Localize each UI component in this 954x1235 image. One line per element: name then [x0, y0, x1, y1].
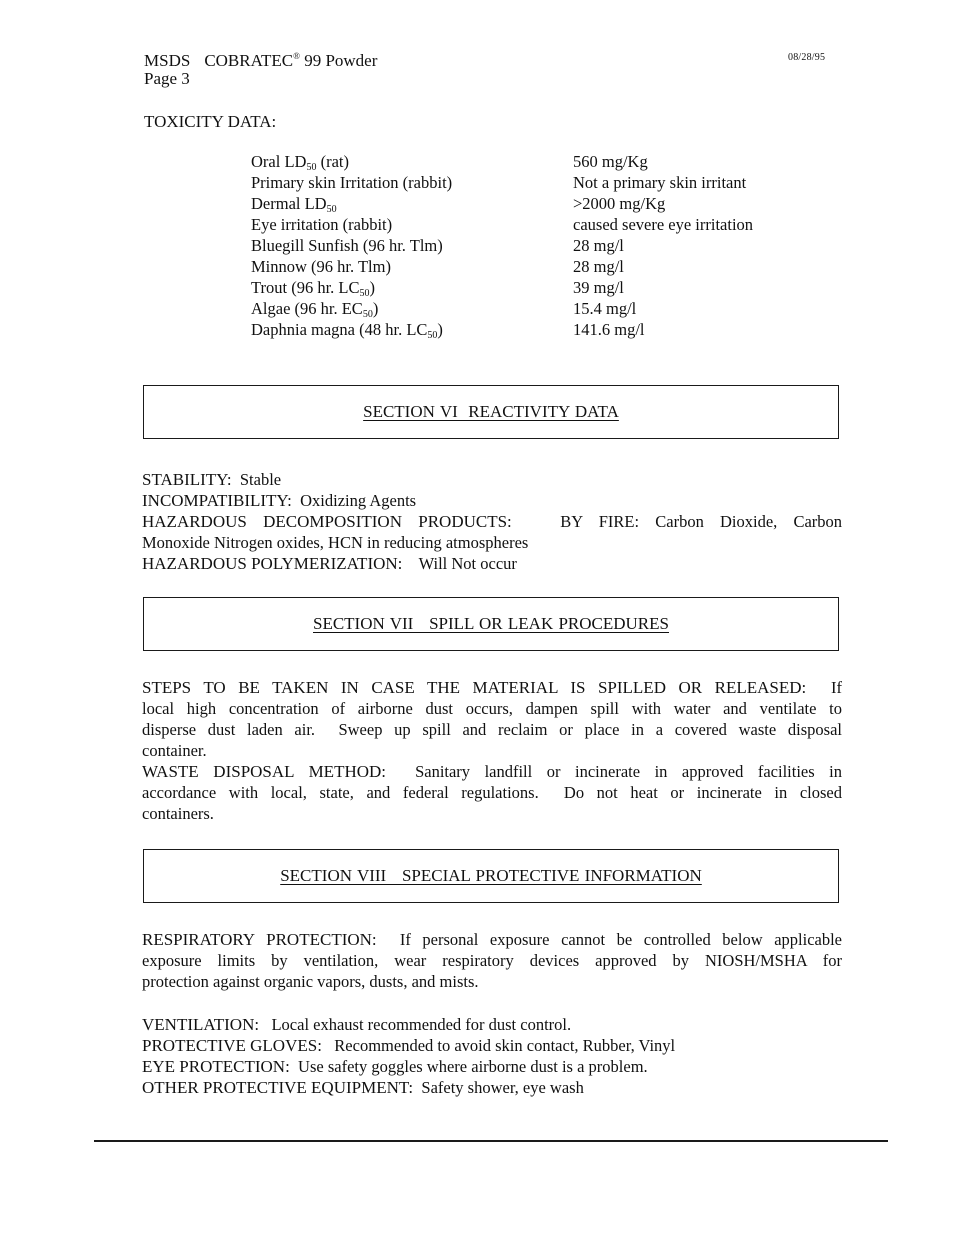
- spill-procedures: [142, 677, 842, 824]
- toxicity-test-name: [251, 256, 573, 277]
- toxicity-row: [251, 319, 791, 340]
- toxicity-row: [251, 214, 791, 235]
- incompatibility-line: [142, 490, 842, 511]
- test-name-text: Bluegill Sunfish (96 hr. Tlm): [251, 236, 443, 255]
- toxicity-result: 141.6 mg/l: [573, 320, 645, 339]
- toxicity-result: >2000 mg/Kg: [573, 194, 666, 213]
- toxicity-test-name: [251, 277, 573, 298]
- gloves-line: [142, 1035, 842, 1056]
- eye-protection-line: [142, 1056, 842, 1077]
- toxicity-test-name: [251, 319, 573, 340]
- resp-line-1: [142, 929, 842, 950]
- steps-value-1: If: [831, 678, 842, 697]
- stability-line: [142, 469, 842, 490]
- test-name-suffix: ): [369, 278, 375, 297]
- eye-protection-label: EYE PROTECTION:: [142, 1057, 290, 1076]
- toxicity-test-name: [251, 298, 573, 319]
- toxicity-row: [251, 277, 791, 298]
- test-name-text: Dermal LD: [251, 194, 327, 213]
- respiratory-protection: [142, 929, 842, 992]
- test-name-subscript: 50: [427, 330, 438, 341]
- ventilation-line: [142, 1014, 842, 1035]
- waste-line-1: [142, 761, 842, 782]
- waste-line-2: accordance with local, state, and federal regulations. Do not heat or incinerate in closed: [142, 783, 842, 802]
- reactivity-data: [142, 469, 842, 574]
- decomposition-line-1: [142, 511, 842, 532]
- eye-protection-value: Use safety goggles where airborne dust is a problem.: [298, 1057, 648, 1076]
- test-name-text: Algae (96 hr. EC: [251, 299, 363, 318]
- footer-rule: [94, 1140, 888, 1142]
- test-name-suffix: ): [372, 299, 379, 318]
- resp-line-3: protection against organic vapors, dusts, and mists.: [142, 972, 479, 991]
- stability-value: Stable: [239, 470, 282, 489]
- toxicity-test-name: [251, 151, 573, 172]
- waste-value-1: Sanitary landfill or incinerate in approved facilities in: [415, 762, 843, 781]
- toxicity-heading: TOXICITY DATA:: [144, 112, 277, 131]
- test-name-text: Eye irritation (rabbit): [251, 215, 393, 234]
- test-name-suffix: ): [437, 320, 443, 339]
- toxicity-result: Not a primary skin irritant: [573, 173, 747, 192]
- test-name-text: Oral LD: [251, 152, 307, 171]
- test-name-text: Daphnia magna (48 hr. LC: [251, 320, 428, 339]
- other-equipment-label: OTHER PROTECTIVE EQUIPMENT:: [142, 1078, 414, 1097]
- ventilation-value: Local exhaust recommended for dust control.: [271, 1015, 572, 1034]
- other-equipment-line: [142, 1077, 842, 1098]
- test-name-subscript: 50: [359, 288, 370, 299]
- steps-line-3: disperse dust laden air. Sweep up spill and reclaim or place in a covered waste disposal: [142, 720, 842, 739]
- toxicity-row: [251, 193, 791, 214]
- test-name-subscript: 50: [306, 162, 317, 173]
- toxicity-result: 560 mg/Kg: [573, 152, 648, 171]
- test-name-subscript: 50: [362, 309, 373, 320]
- toxicity-row: [251, 256, 791, 277]
- resp-line-2: exposure limits by ventilation, wear respiratory devices approved by NIOSH/MSHA for: [142, 951, 842, 970]
- waste-label: WASTE DISPOSAL METHOD:: [142, 762, 387, 781]
- toxicity-test-name: [251, 214, 573, 235]
- toxicity-result: caused severe eye irritation: [573, 215, 754, 234]
- section-viii-title: SECTION VIII SPECIAL PROTECTIVE INFORMATION: [280, 866, 702, 885]
- test-name-text: Trout (96 hr. LC: [251, 278, 360, 297]
- registered-mark: ®: [293, 51, 300, 61]
- toxicity-test-name: [251, 172, 573, 193]
- section-vi-title: SECTION VI REACTIVITY DATA: [363, 402, 619, 421]
- toxicity-row: [251, 172, 791, 193]
- steps-line-1: [142, 677, 842, 698]
- decomposition-label: HAZARDOUS DECOMPOSITION PRODUCTS:: [142, 512, 512, 531]
- test-name-text: Primary skin Irritation (rabbit): [251, 173, 453, 192]
- toxicity-table: [251, 151, 791, 340]
- toxicity-row: [251, 151, 791, 172]
- polymerization-label: HAZARDOUS POLYMERIZATION:: [142, 554, 403, 573]
- stability-label: STABILITY:: [142, 470, 232, 489]
- toxicity-result: 39 mg/l: [573, 278, 624, 297]
- waste-line-3: containers.: [142, 804, 214, 823]
- document-date: 08/28/95: [788, 52, 826, 63]
- toxicity-row: [251, 298, 791, 319]
- product-name: COBRATEC: [204, 51, 294, 70]
- decomposition-value-2: Monoxide Nitrogen oxides, HCN in reducing atmospheres: [142, 533, 529, 552]
- protective-equipment: [142, 1014, 842, 1098]
- section-viii-box: [143, 849, 839, 903]
- steps-label: STEPS TO BE TAKEN IN CASE THE MATERIAL IS SPILLED OR RELEASED:: [142, 678, 807, 697]
- toxicity-result: 28 mg/l: [573, 236, 624, 255]
- gloves-label: PROTECTIVE GLOVES:: [142, 1036, 322, 1055]
- polymerization-line: [142, 553, 842, 574]
- doc-type: MSDS: [144, 51, 191, 70]
- toxicity-result: 28 mg/l: [573, 257, 624, 276]
- resp-label: RESPIRATORY PROTECTION:: [142, 930, 377, 949]
- incompatibility-label: INCOMPATIBILITY:: [142, 491, 292, 510]
- decomposition-value-1: BY FIRE: Carbon Dioxide, Carbon: [560, 512, 843, 531]
- toxicity-test-name: [251, 235, 573, 256]
- incompatibility-value: Oxidizing Agents: [300, 491, 417, 510]
- product-suffix: 99 Powder: [304, 51, 378, 70]
- resp-value-1: If personal exposure cannot be controlled below applicable: [399, 930, 842, 949]
- toxicity-result: 15.4 mg/l: [573, 299, 637, 318]
- steps-line-4: container.: [142, 741, 207, 760]
- test-name-text: Minnow (96 hr. Tlm): [251, 257, 391, 276]
- steps-line-2: local high concentration of airborne dust occurs, dampen spill with water and ventilate to: [142, 699, 842, 718]
- toxicity-row: [251, 235, 791, 256]
- gloves-value: Recommended to avoid skin contact, Rubber, Vinyl: [334, 1036, 676, 1055]
- test-name-suffix: (rat): [316, 152, 349, 171]
- other-equipment-value: Safety shower, eye wash: [421, 1078, 584, 1097]
- section-vii-title: SECTION VII SPILL OR LEAK PROCEDURES: [313, 614, 669, 633]
- test-name-subscript: 50: [326, 204, 337, 215]
- toxicity-test-name: [251, 193, 573, 214]
- polymerization-value: Will Not occur: [418, 554, 517, 573]
- section-vi-box: [143, 385, 839, 439]
- page-number: Page 3: [144, 69, 190, 88]
- ventilation-label: VENTILATION:: [142, 1015, 260, 1034]
- section-vii-box: [143, 597, 839, 651]
